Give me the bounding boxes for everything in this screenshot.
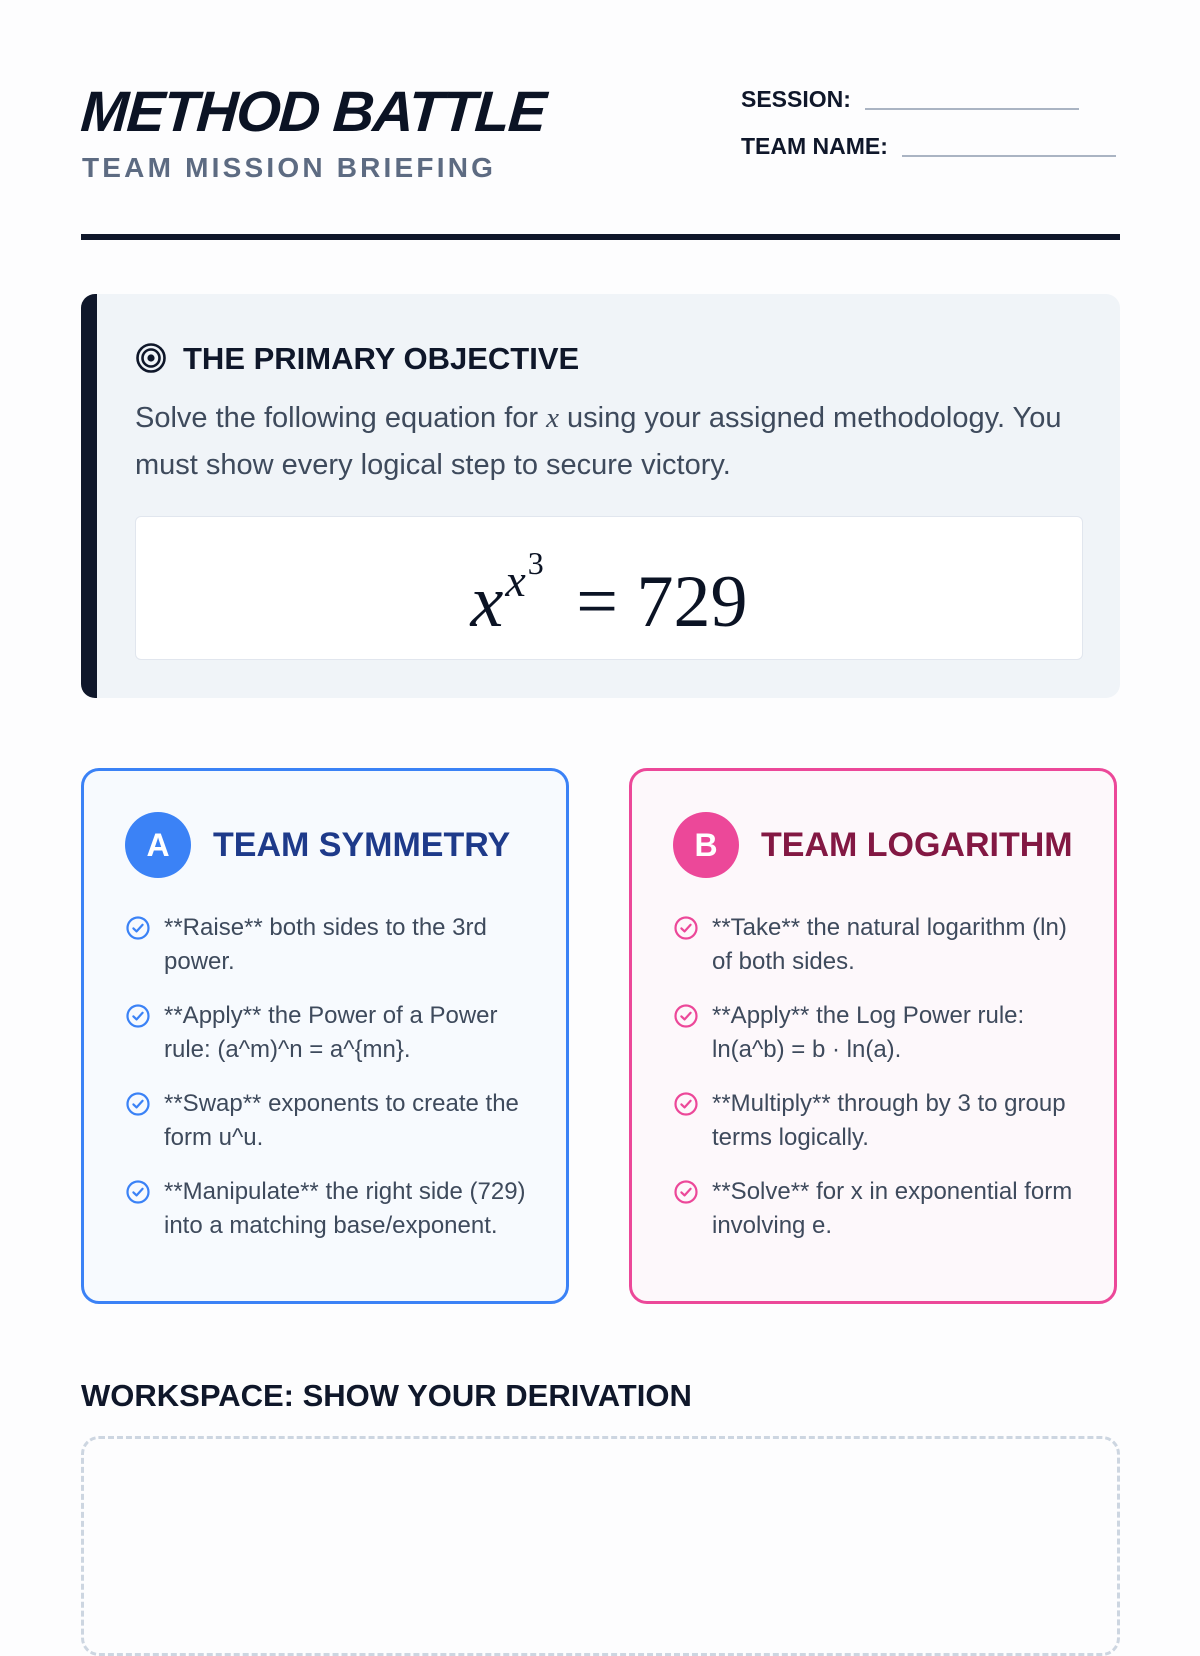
team-name: TEAM LOGARITHM (761, 826, 1073, 864)
step-text: **Apply** the Power of a Power rule: (a^m)^n = a^{mn}. (164, 1002, 498, 1063)
target-icon (135, 342, 167, 374)
list-item (125, 1175, 535, 1243)
team-badge: A (125, 812, 191, 878)
check-circle-icon (673, 1091, 699, 1117)
list-item (125, 911, 535, 979)
objective-heading (135, 342, 579, 374)
step-text: **Take** the natural logarithm (ln) of both sides. (712, 914, 1067, 975)
team-badge: B (673, 812, 739, 878)
page-subtitle: TEAM MISSION BRIEFING (82, 152, 497, 183)
workspace-area[interactable] (81, 1436, 1120, 1656)
step-text: **Manipulate** the right side (729) into a matching base/exponent. (164, 1178, 526, 1239)
objective-description: Solve the following equation for x using your assigned methodology. You must show every logical step to secure victory. (135, 402, 1062, 481)
team-name: TEAM SYMMETRY (213, 826, 511, 864)
step-list (673, 911, 1083, 1263)
list-item (673, 911, 1083, 979)
list-item (125, 999, 535, 1067)
check-circle-icon (125, 1179, 151, 1205)
session-field[interactable] (741, 88, 1079, 111)
step-text: **Swap** exponents to create the form u^u. (164, 1090, 519, 1151)
page-title: METHOD BATTLE (78, 80, 548, 144)
check-circle-icon (125, 1003, 151, 1029)
equation: $x^{x^3} = 729$ (470, 545, 748, 643)
team-card-symmetry (81, 768, 569, 1304)
team-name-field[interactable] (741, 135, 1116, 158)
objective-title: THE PRIMARY OBJECTIVE (183, 340, 580, 376)
session-line[interactable] (865, 108, 1079, 110)
step-text: **Raise** both sides to the 3rd power. (164, 914, 487, 975)
equation-box (135, 516, 1083, 660)
step-list (125, 911, 535, 1263)
workspace-title: WORKSPACE: SHOW YOUR DERIVATION (81, 1378, 692, 1413)
list-item (673, 1175, 1083, 1243)
list-item (673, 999, 1083, 1067)
list-item (673, 1087, 1083, 1155)
list-item (125, 1087, 535, 1155)
check-circle-icon (673, 1179, 699, 1205)
variable-x: x (546, 402, 559, 434)
check-circle-icon (673, 1003, 699, 1029)
session-label: SESSION: (741, 86, 851, 112)
check-circle-icon (125, 1091, 151, 1117)
team-card-logarithm (629, 768, 1117, 1304)
header-divider (81, 234, 1120, 240)
step-text: **Multiply** through by 3 to group terms logically. (712, 1090, 1066, 1151)
team-name-label: TEAM NAME: (741, 133, 888, 159)
objective-accent-bar (81, 294, 97, 698)
step-text: **Apply** the Log Power rule: ln(a^b) = b · ln(a). (712, 1002, 1025, 1063)
step-text: **Solve** for x in exponential form involving e. (712, 1178, 1073, 1239)
check-circle-icon (125, 915, 151, 941)
check-circle-icon (673, 915, 699, 941)
team-name-line[interactable] (902, 155, 1116, 157)
